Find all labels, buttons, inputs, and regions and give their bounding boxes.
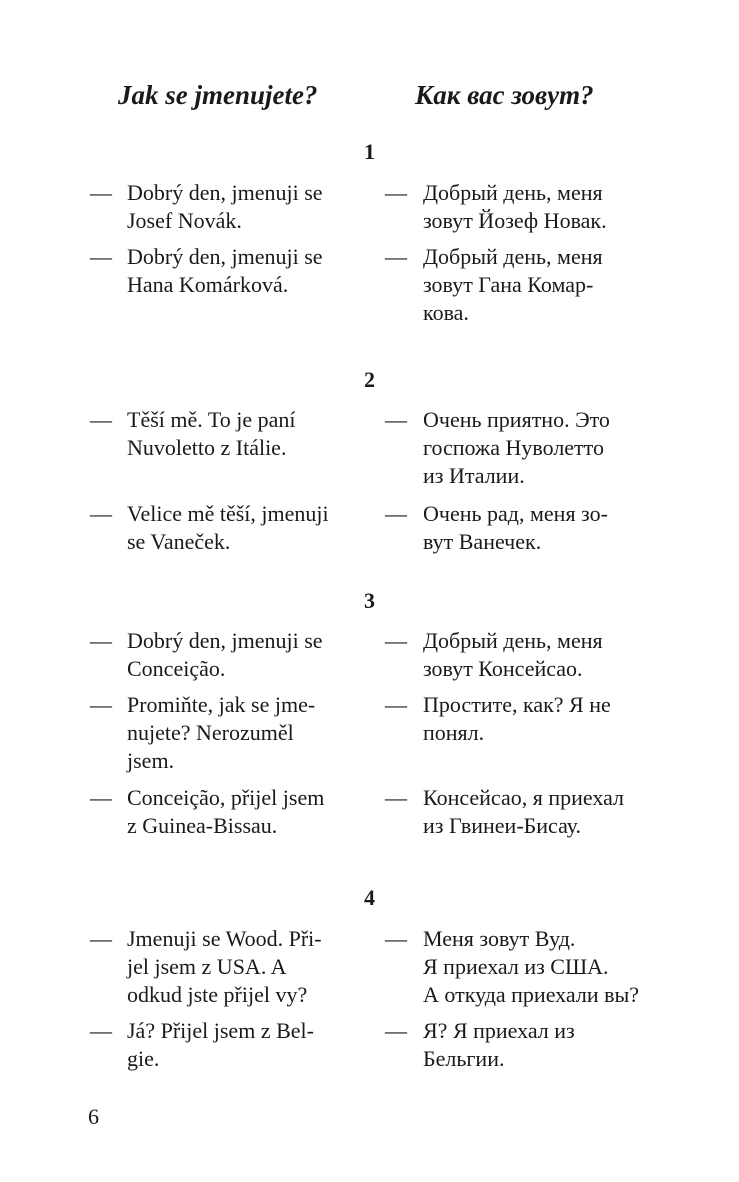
page-number: 6 [88, 1104, 99, 1129]
dialog-text-russian: Добрый день, меня зовут Йозеф Новак. [423, 180, 607, 233]
dialog-text-czech: Dobrý den, jmenuji se Conceição. [127, 628, 323, 681]
section-number-3: 3 [364, 588, 375, 613]
dash: — [90, 180, 112, 205]
section-number-2: 2 [364, 367, 375, 392]
dialog-text-russian: Я? Я приехал из Бельгии. [423, 1018, 575, 1071]
dash: — [90, 1018, 112, 1043]
dash: — [385, 692, 407, 717]
dialog-text-czech: Promiňte, jak se jme- nujete? Nerozuměl jsem. [127, 692, 316, 773]
dash: — [385, 180, 407, 205]
dash: — [385, 407, 407, 432]
dash: — [90, 926, 112, 951]
dash: — [385, 501, 407, 526]
dash: — [385, 244, 407, 269]
dash: — [385, 785, 407, 810]
title-czech: Jak se jmenujete? [118, 80, 318, 110]
dash: — [90, 244, 112, 269]
dash: — [90, 501, 112, 526]
dialog-text-czech: Conceição, přijel jsem z Guinea-Bissau. [127, 785, 325, 838]
dialog-text-russian: Очень приятно. Это госпожа Нуволетто из Италии. [423, 407, 610, 488]
dialog-text-czech: Jmenuji se Wood. Při- jel jsem z USA. A odkud jste přijel vy? [127, 926, 322, 1007]
dialog-text-czech: Velice mě těší, jmenuji se Vaneček. [127, 501, 329, 554]
section-number-1: 1 [364, 139, 375, 164]
dash: — [90, 692, 112, 717]
dialog-text-czech: Dobrý den, jmenuji se Hana Komárková. [127, 244, 323, 297]
dash: — [90, 407, 112, 432]
dialog-text-russian: Простите, как? Я не понял. [423, 692, 611, 745]
dash: — [90, 785, 112, 810]
section-number-4: 4 [364, 885, 375, 910]
dialog-text-czech: Dobrý den, jmenuji se Josef Novák. [127, 180, 323, 233]
dialog-text-czech: Těší mě. To je paní Nuvoletto z Itálie. [127, 407, 296, 460]
dialog-text-czech: Já? Přijel jsem z Bel- gie. [127, 1018, 314, 1071]
dialog-text-russian: Меня зовут Вуд. Я приехал из США. А откуда приехали вы? [423, 926, 640, 1007]
dialog-text-russian: Консейсао, я приехал из Гвинеи-Бисау. [423, 785, 625, 838]
dash: — [90, 628, 112, 653]
dialog-text-russian: Очень рад, меня зо- вут Ванечек. [423, 501, 608, 554]
dash: — [385, 628, 407, 653]
title-russian: Как вас зовут? [415, 80, 594, 110]
dash: — [385, 1018, 407, 1043]
dialog-text-russian: Добрый день, меня зовут Гана Комар- кова. [423, 244, 603, 325]
dash: — [385, 926, 407, 951]
dialog-text-russian: Добрый день, меня зовут Консейсао. [423, 628, 603, 681]
